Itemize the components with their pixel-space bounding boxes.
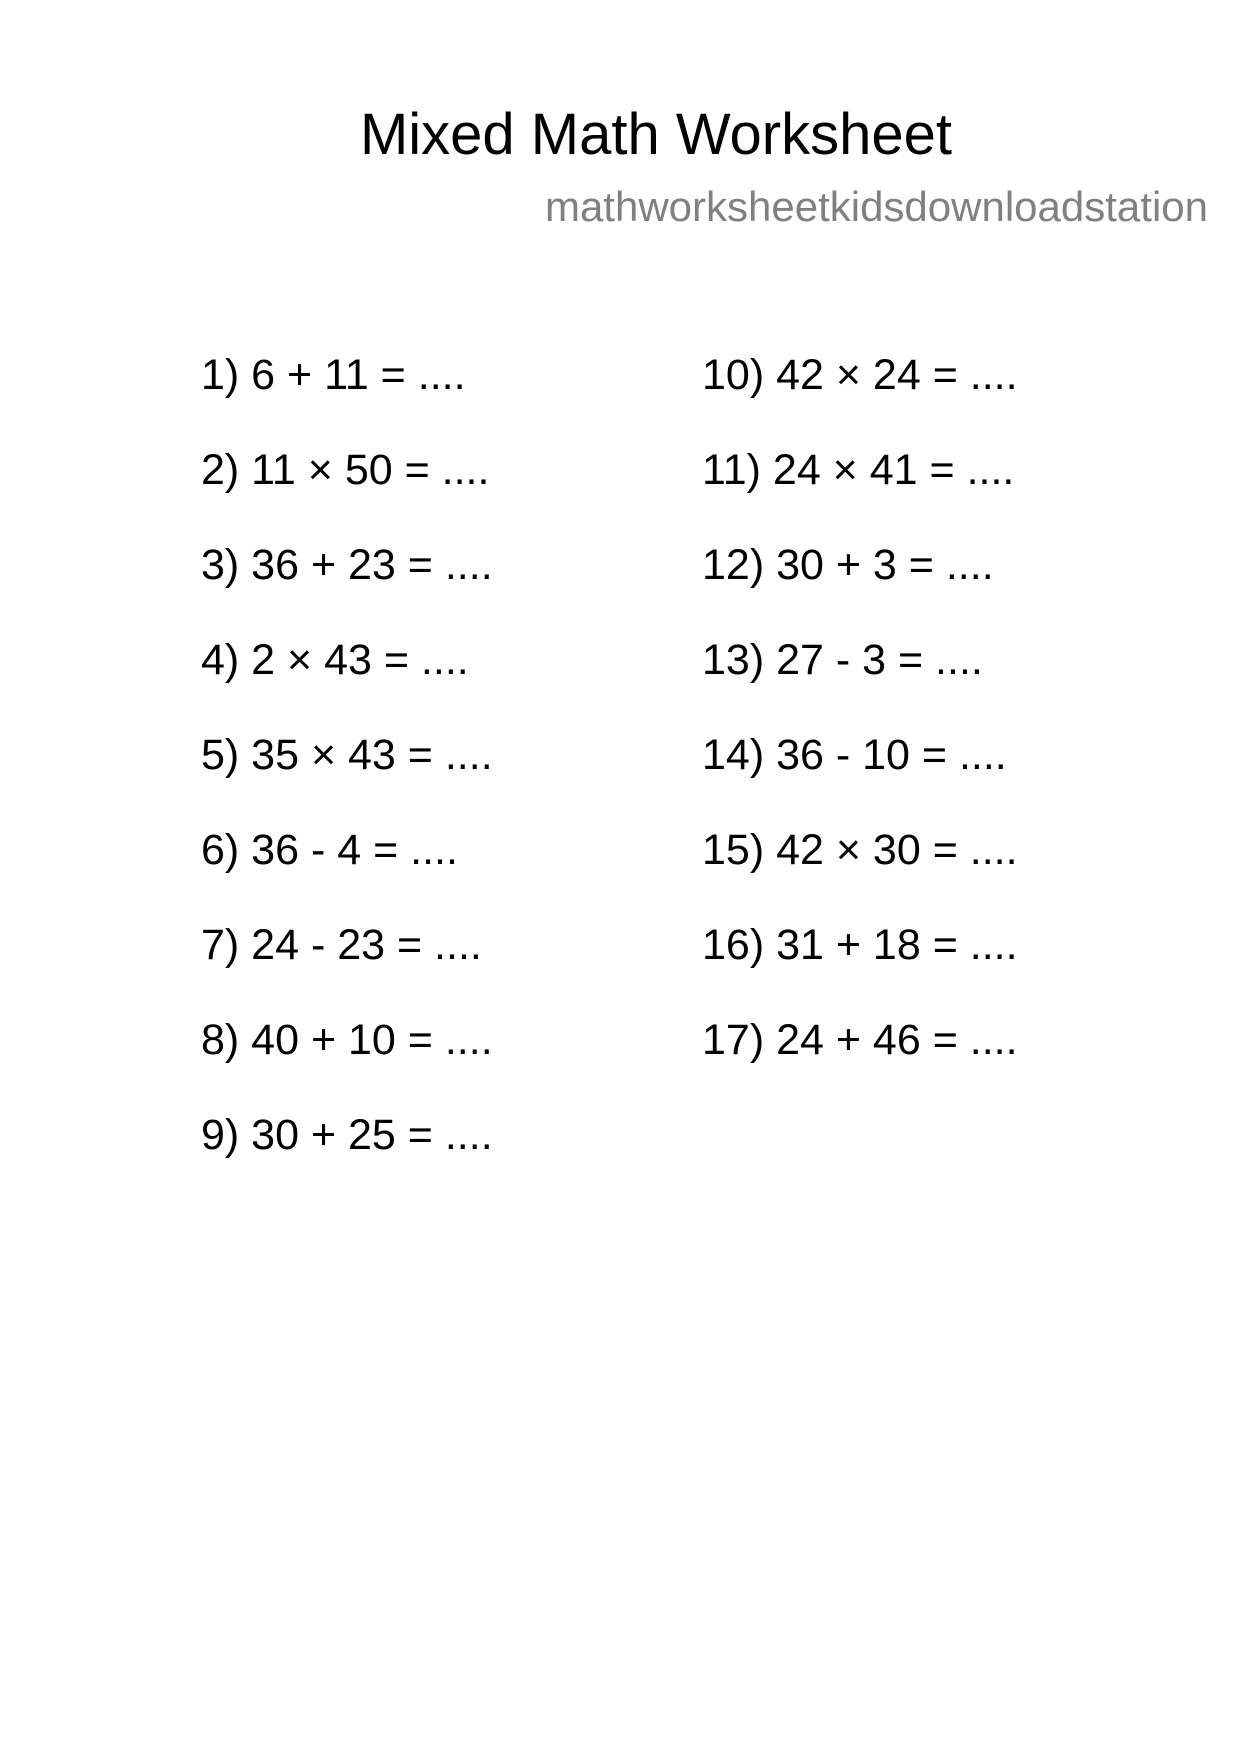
problem-item: 11) 24 × 41 = .... [702,446,1015,494]
problem-item: 10) 42 × 24 = .... [702,351,1018,399]
problem-item: 17) 24 + 46 = .... [702,1016,1018,1064]
problem-item: 8) 40 + 10 = .... [201,1016,493,1064]
problem-item: 4) 2 × 43 = .... [201,636,469,684]
problem-item: 13) 27 - 3 = .... [702,636,983,684]
problem-item: 16) 31 + 18 = .... [702,921,1018,969]
worksheet-source: mathworksheetkidsdownloadstation [544,183,1208,230]
problems-column-left [201,350,493,1205]
problem-item: 5) 35 × 43 = .... [201,731,493,779]
problems-column-right [702,350,1018,1110]
problem-item: 9) 30 + 25 = .... [201,1111,493,1159]
problem-item: 14) 36 - 10 = .... [702,731,1007,779]
problem-item: 2) 11 × 50 = .... [201,446,490,494]
problem-item: 7) 24 - 23 = .... [201,921,482,969]
problem-item: 6) 36 - 4 = .... [201,826,458,874]
worksheet-title: Mixed Math Worksheet [359,102,953,167]
problem-item: 3) 36 + 23 = .... [201,541,493,589]
problem-item: 12) 30 + 3 = .... [702,541,994,589]
problem-item: 15) 42 × 30 = .... [702,826,1018,874]
problem-item: 1) 6 + 11 = .... [201,351,466,399]
